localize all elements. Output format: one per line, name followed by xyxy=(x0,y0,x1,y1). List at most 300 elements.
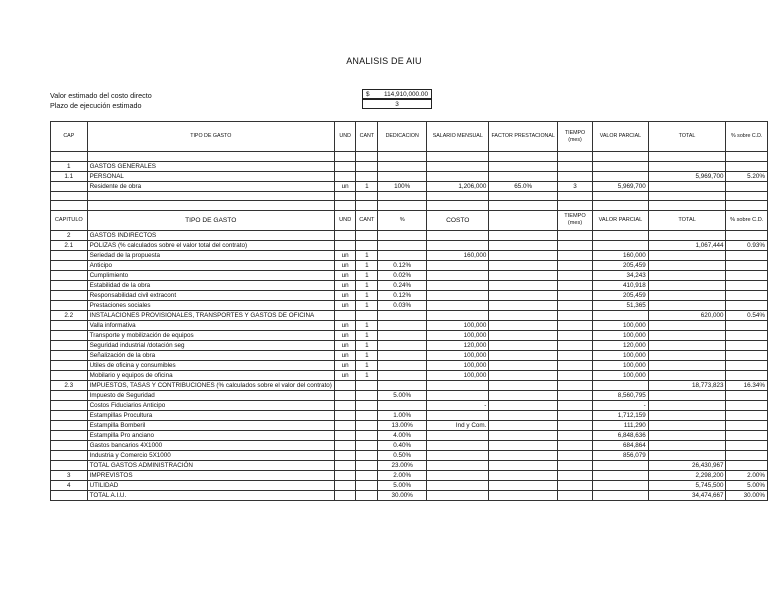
table-cell: 4.00% xyxy=(378,430,427,440)
table-cell xyxy=(593,230,649,240)
table-cell xyxy=(356,240,378,250)
table-cell xyxy=(489,450,558,460)
table-cell xyxy=(427,230,489,240)
table-cell xyxy=(427,290,489,300)
table-cell: 1,067,444 xyxy=(648,240,726,250)
table-cell xyxy=(489,400,558,410)
table-cell xyxy=(378,380,427,390)
table-cell: Utiles de oficina y consumibles xyxy=(87,360,334,370)
table-cell: un xyxy=(334,370,356,380)
table-cell xyxy=(648,400,726,410)
table-cell xyxy=(51,430,88,440)
column-header: TIEMPO (mes) xyxy=(557,210,592,230)
table-cell: 856,079 xyxy=(593,450,649,460)
table-cell xyxy=(557,280,592,290)
table-cell: un xyxy=(334,181,356,191)
table-cell: IMPUESTOS, TASAS Y CONTRIBUCIONES (% calculados sobre el valor del contrato) xyxy=(87,380,334,390)
table-cell xyxy=(427,161,489,171)
table-cell xyxy=(593,480,649,490)
table-cell xyxy=(726,250,768,260)
table-cell: un xyxy=(334,320,356,330)
table-cell: 3 xyxy=(557,181,592,191)
table-cell: 0.93% xyxy=(726,240,768,250)
table-cell xyxy=(51,360,88,370)
table-cell xyxy=(726,350,768,360)
table-cell xyxy=(726,410,768,420)
table-cell xyxy=(334,460,356,470)
column-header: UND xyxy=(334,122,356,152)
table-cell: un xyxy=(334,300,356,310)
table-cell xyxy=(557,390,592,400)
table-cell: Estampillas Procultura xyxy=(87,410,334,420)
table-cell xyxy=(557,490,592,500)
table-cell: 1,712,159 xyxy=(593,410,649,420)
table-cell: 2 xyxy=(51,230,88,240)
table-cell xyxy=(427,300,489,310)
table-cell xyxy=(648,280,726,290)
table-cell xyxy=(557,171,592,181)
table-cell xyxy=(557,340,592,350)
column-header: TIEMPO (mes) xyxy=(557,122,592,152)
column-header: FACTOR PRESTACIONAL xyxy=(489,122,558,152)
table-cell xyxy=(51,280,88,290)
table-cell: 6,848,636 xyxy=(593,430,649,440)
table-cell: 0.02% xyxy=(378,270,427,280)
table-cell xyxy=(593,470,649,480)
table-cell xyxy=(726,360,768,370)
table-row xyxy=(51,390,768,400)
column-header: CAPITULO xyxy=(51,210,88,230)
table-cell xyxy=(557,410,592,420)
table-cell: un xyxy=(334,350,356,360)
table-row xyxy=(51,430,768,440)
table-cell xyxy=(51,390,88,400)
table-cell xyxy=(427,480,489,490)
table-cell: Costos Fiduciarios Anticipo xyxy=(87,400,334,410)
table-cell xyxy=(51,490,88,500)
table-cell: 4 xyxy=(51,480,88,490)
table-cell xyxy=(378,250,427,260)
table-cell xyxy=(648,290,726,300)
table-cell xyxy=(356,161,378,171)
table-cell xyxy=(557,400,592,410)
table-cell xyxy=(378,330,427,340)
table-cell xyxy=(334,380,356,390)
table-cell xyxy=(334,470,356,480)
table-cell: Prestaciones sociales xyxy=(87,300,334,310)
table-cell: 205,459 xyxy=(593,260,649,270)
table-cell xyxy=(726,260,768,270)
table-row xyxy=(51,420,768,430)
table-header-row xyxy=(51,122,768,152)
table-cell: 30.00% xyxy=(378,490,427,500)
table-cell xyxy=(557,300,592,310)
table-cell xyxy=(51,350,88,360)
table-cell xyxy=(648,161,726,171)
table-cell xyxy=(648,390,726,400)
table-row xyxy=(51,480,768,490)
table-cell xyxy=(427,460,489,470)
table-cell xyxy=(648,260,726,270)
table-cell: 100,000 xyxy=(593,360,649,370)
table-cell xyxy=(648,360,726,370)
table-cell: INSTALACIONES PROVISIONALES, TRANSPORTES Y GASTOS DE OFICINA xyxy=(87,310,334,320)
table-cell: 34,243 xyxy=(593,270,649,280)
table-row xyxy=(51,280,768,290)
table-cell xyxy=(51,420,88,430)
table-cell: 100% xyxy=(378,181,427,191)
table-cell xyxy=(51,270,88,280)
table-cell xyxy=(356,430,378,440)
table-cell xyxy=(51,440,88,450)
table-cell xyxy=(489,161,558,171)
table-cell xyxy=(557,260,592,270)
table-row xyxy=(51,440,768,450)
table-row xyxy=(51,260,768,270)
column-header: % sobre C.D. xyxy=(726,122,768,152)
table-cell xyxy=(334,490,356,500)
table-cell xyxy=(593,171,649,181)
table-cell xyxy=(356,450,378,460)
table-cell: 1 xyxy=(356,360,378,370)
table-cell xyxy=(489,280,558,290)
table-cell: un xyxy=(334,360,356,370)
table-cell: 51,365 xyxy=(593,300,649,310)
table-cell xyxy=(51,450,88,460)
column-header: CAP xyxy=(51,122,88,152)
table-cell xyxy=(489,290,558,300)
table-row xyxy=(51,380,768,390)
table-cell xyxy=(378,161,427,171)
table-cell xyxy=(489,430,558,440)
table-row xyxy=(51,490,768,500)
table-cell: 1 xyxy=(356,290,378,300)
table-cell xyxy=(356,460,378,470)
table-cell: GASTOS GENERALES xyxy=(87,161,334,171)
table-row xyxy=(51,300,768,310)
table-cell: 16.34% xyxy=(726,380,768,390)
table-cell: 2.2 xyxy=(51,310,88,320)
table-row xyxy=(51,181,768,191)
table-cell xyxy=(427,380,489,390)
column-header: VALOR PARCIAL xyxy=(593,122,649,152)
table-cell xyxy=(334,230,356,240)
table-cell: Seriedad de la propuesta xyxy=(87,250,334,260)
table-cell xyxy=(356,420,378,430)
table-cell xyxy=(427,430,489,440)
table-cell xyxy=(427,171,489,181)
table-cell xyxy=(593,460,649,470)
table-cell xyxy=(648,230,726,240)
table-cell: 2.00% xyxy=(726,470,768,480)
table-cell: 0.50% xyxy=(378,450,427,460)
table-row xyxy=(51,400,768,410)
table-cell: - xyxy=(427,400,489,410)
plazo-box xyxy=(362,99,432,109)
table-cell xyxy=(726,181,768,191)
table-row xyxy=(51,410,768,420)
table-cell xyxy=(648,430,726,440)
table-cell xyxy=(557,240,592,250)
column-header: TIPO DE GASTO xyxy=(87,210,334,230)
table-cell xyxy=(51,181,88,191)
table-cell xyxy=(557,330,592,340)
column-header: CANT xyxy=(356,210,378,230)
table-row xyxy=(51,290,768,300)
table-cell: 1 xyxy=(356,340,378,350)
table-cell: 18,773,823 xyxy=(648,380,726,390)
table-cell xyxy=(557,250,592,260)
table-cell xyxy=(356,171,378,181)
table-cell xyxy=(648,181,726,191)
table-cell xyxy=(427,490,489,500)
table-cell xyxy=(378,310,427,320)
table-cell: 2.1 xyxy=(51,240,88,250)
table-row xyxy=(51,310,768,320)
table-cell: 0.03% xyxy=(378,300,427,310)
table-cell: 1 xyxy=(356,350,378,360)
table-cell: 160,000 xyxy=(427,250,489,260)
table-cell xyxy=(378,320,427,330)
table-cell xyxy=(648,270,726,280)
table-cell: 13.00% xyxy=(378,420,427,430)
table-cell xyxy=(427,310,489,320)
table-cell xyxy=(648,250,726,260)
column-header: VALOR PARCIAL xyxy=(593,210,649,230)
table-cell xyxy=(593,380,649,390)
table-cell xyxy=(557,380,592,390)
table-row xyxy=(51,340,768,350)
table-row xyxy=(51,171,768,181)
table-cell: 1 xyxy=(51,161,88,171)
column-header: TOTAL xyxy=(648,122,726,152)
table-cell: Estampilla Pro anciano xyxy=(87,430,334,440)
table-cell: Señalización de la obra xyxy=(87,350,334,360)
table-cell: 410,918 xyxy=(593,280,649,290)
table-cell: 23.00% xyxy=(378,460,427,470)
table-cell xyxy=(593,161,649,171)
table-cell: un xyxy=(334,260,356,270)
table-cell: Transporte y mobilización de equipos xyxy=(87,330,334,340)
column-header: DEDICACION xyxy=(378,122,427,152)
table-cell xyxy=(489,350,558,360)
table-cell xyxy=(648,350,726,360)
table-cell: Cumplimiento xyxy=(87,270,334,280)
table-cell: 100,000 xyxy=(593,320,649,330)
table-cell xyxy=(356,380,378,390)
plazo-value: 3 xyxy=(395,101,399,108)
table-cell xyxy=(726,270,768,280)
valor-label: Valor estimado del costo directo xyxy=(50,91,152,100)
table-cell: PERSONAL xyxy=(87,171,334,181)
table-cell xyxy=(489,310,558,320)
column-header: SALARIO MENSUAL xyxy=(427,122,489,152)
table-cell: Gastos bancarios 4X1000 xyxy=(87,440,334,450)
table-cell xyxy=(378,370,427,380)
table-cell: 205,459 xyxy=(593,290,649,300)
table-cell: Residente de obra xyxy=(87,181,334,191)
table-cell: 1.00% xyxy=(378,410,427,420)
table-cell xyxy=(489,340,558,350)
table-cell: 620,000 xyxy=(648,310,726,320)
table-cell: 3 xyxy=(51,470,88,480)
blank-row xyxy=(51,152,768,162)
table-cell xyxy=(557,310,592,320)
table-cell: 1 xyxy=(356,250,378,260)
table-cell: GASTOS INDIRECTOS xyxy=(87,230,334,240)
table-cell xyxy=(557,270,592,280)
table-cell: 1 xyxy=(356,330,378,340)
table-cell: 1 xyxy=(356,270,378,280)
table-cell: UTILIDAD xyxy=(87,480,334,490)
table-cell xyxy=(334,161,356,171)
table-cell xyxy=(648,370,726,380)
table-cell: 1 xyxy=(356,280,378,290)
table-cell: 100,000 xyxy=(427,320,489,330)
table-header-row xyxy=(51,210,768,230)
table-cell: 160,000 xyxy=(593,250,649,260)
table-cell xyxy=(51,320,88,330)
table-cell xyxy=(51,290,88,300)
table-cell: 100,000 xyxy=(427,370,489,380)
table-cell xyxy=(334,480,356,490)
table-cell xyxy=(489,390,558,400)
table-cell: 2.00% xyxy=(378,470,427,480)
table-cell xyxy=(557,370,592,380)
table-cell: IMPREVISTOS xyxy=(87,470,334,480)
table-cell xyxy=(489,260,558,270)
table-cell xyxy=(356,490,378,500)
table-cell xyxy=(648,420,726,430)
blank-row xyxy=(51,201,768,211)
table-row xyxy=(51,360,768,370)
table-cell xyxy=(726,390,768,400)
table-cell xyxy=(489,300,558,310)
table-cell: Estampilla Bomberil xyxy=(87,420,334,430)
table-cell xyxy=(489,171,558,181)
table-cell xyxy=(427,280,489,290)
table-cell xyxy=(557,350,592,360)
table-cell xyxy=(726,320,768,330)
table-cell: un xyxy=(334,280,356,290)
table-cell xyxy=(334,440,356,450)
table-cell xyxy=(726,340,768,350)
table-cell xyxy=(726,450,768,460)
table-cell xyxy=(557,420,592,430)
table-cell xyxy=(648,340,726,350)
column-header: COSTO xyxy=(427,210,489,230)
table-cell: TOTAL A.I.U. xyxy=(87,490,334,500)
table-row xyxy=(51,161,768,171)
table-cell xyxy=(489,250,558,260)
table-cell xyxy=(356,410,378,420)
table-row xyxy=(51,460,768,470)
table-cell xyxy=(557,430,592,440)
table-cell xyxy=(593,310,649,320)
table-cell: 1 xyxy=(356,260,378,270)
table-cell xyxy=(489,380,558,390)
table-row xyxy=(51,270,768,280)
table-cell xyxy=(334,420,356,430)
table-cell: 1 xyxy=(356,300,378,310)
table-cell xyxy=(427,440,489,450)
table-cell: - xyxy=(593,400,649,410)
table-cell xyxy=(726,230,768,240)
table-cell xyxy=(726,400,768,410)
table-cell xyxy=(489,440,558,450)
table-cell xyxy=(334,410,356,420)
table-cell: 1 xyxy=(356,181,378,191)
table-cell xyxy=(378,230,427,240)
table-cell xyxy=(648,320,726,330)
table-cell xyxy=(489,420,558,430)
table-cell: 8,560,795 xyxy=(593,390,649,400)
table-cell xyxy=(427,270,489,280)
table-cell xyxy=(51,400,88,410)
table-cell xyxy=(356,390,378,400)
column-header: UND xyxy=(334,210,356,230)
table-cell: 2.3 xyxy=(51,380,88,390)
valor-currency: $ xyxy=(366,91,370,98)
table-cell: 0.24% xyxy=(378,280,427,290)
blank-row xyxy=(51,191,768,201)
table-cell: 1,206,000 xyxy=(427,181,489,191)
table-cell: Estabilidad de la obra xyxy=(87,280,334,290)
table-cell xyxy=(726,370,768,380)
table-cell xyxy=(378,340,427,350)
table-cell: Valla informativa xyxy=(87,320,334,330)
table-cell: Impuesto de Seguridad xyxy=(87,390,334,400)
table-cell xyxy=(356,400,378,410)
table-cell xyxy=(427,240,489,250)
table-cell xyxy=(334,400,356,410)
table-cell: 0.12% xyxy=(378,290,427,300)
table-cell xyxy=(51,300,88,310)
table-cell: 5.20% xyxy=(726,171,768,181)
table-cell xyxy=(557,480,592,490)
table-cell: 100,000 xyxy=(427,360,489,370)
table-cell xyxy=(648,410,726,420)
table-cell xyxy=(557,230,592,240)
table-row xyxy=(51,370,768,380)
table-cell xyxy=(593,240,649,250)
column-header: TOTAL xyxy=(648,210,726,230)
table-cell xyxy=(427,390,489,400)
table-cell xyxy=(557,440,592,450)
table-cell xyxy=(356,470,378,480)
table-cell xyxy=(557,450,592,460)
table-cell xyxy=(593,490,649,500)
table-cell xyxy=(334,171,356,181)
table-cell: 120,000 xyxy=(427,340,489,350)
table-cell: 5.00% xyxy=(378,480,427,490)
table-cell xyxy=(427,410,489,420)
table-cell: POLIZAS (% calculados sobre el valor total del contrato) xyxy=(87,240,334,250)
table-cell: un xyxy=(334,340,356,350)
table-cell xyxy=(557,320,592,330)
table-cell: un xyxy=(334,330,356,340)
table-cell: 1 xyxy=(356,370,378,380)
table-cell: Anticipo xyxy=(87,260,334,270)
table-cell: 100,000 xyxy=(427,330,489,340)
table-cell: un xyxy=(334,250,356,260)
column-header xyxy=(489,210,558,230)
table-cell xyxy=(489,370,558,380)
table-cell xyxy=(726,280,768,290)
table-cell: Mobilario y equipos de oficina xyxy=(87,370,334,380)
table-row xyxy=(51,240,768,250)
table-cell xyxy=(334,390,356,400)
